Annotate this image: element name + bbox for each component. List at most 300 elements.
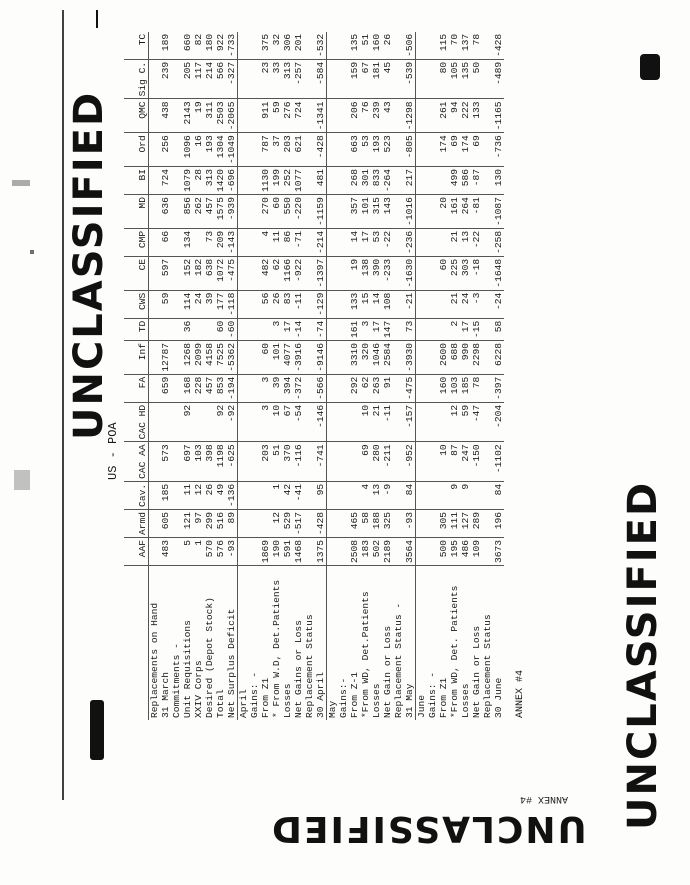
row-label: Net Gain or Loss xyxy=(382,625,393,718)
table-cell: 301 xyxy=(360,167,371,195)
table-cell xyxy=(238,318,250,340)
table-cell: 787 xyxy=(260,133,271,167)
table-cell: 182 xyxy=(193,256,204,290)
table-cell: 636 xyxy=(160,195,171,229)
table-cell: 23 xyxy=(260,59,271,99)
table-row xyxy=(238,32,250,720)
row-label: *From WD, Det.Patients xyxy=(360,591,371,718)
table-cell: 1304 xyxy=(215,133,226,167)
table-cell: -952 xyxy=(404,442,416,482)
table-cell xyxy=(193,228,204,256)
row-label: Replacements on Hand xyxy=(149,602,160,718)
table-cell xyxy=(416,290,428,318)
table-cell: 311 xyxy=(204,99,215,133)
table-cell xyxy=(304,195,315,229)
table-cell xyxy=(438,228,449,256)
table-cell: 5 xyxy=(182,537,193,565)
table-cell: 457 xyxy=(204,195,215,229)
table-cell: 39 xyxy=(271,374,282,402)
table-cell: 24 xyxy=(460,290,471,318)
table-cell xyxy=(304,442,315,482)
table-cell xyxy=(260,481,271,509)
table-cell: 26 xyxy=(382,32,393,60)
table-cell: -922 xyxy=(293,256,304,290)
table-cell xyxy=(482,195,493,229)
table-cell: 10 xyxy=(271,402,282,442)
table-cell xyxy=(304,537,315,565)
table-cell: -428 xyxy=(315,133,327,167)
table-cell: -21 xyxy=(404,290,416,318)
table-cell xyxy=(238,481,250,509)
table-cell: 591 xyxy=(282,537,293,565)
table-cell xyxy=(338,290,349,318)
column-header: TC xyxy=(124,32,149,60)
row-label: From Z-1 xyxy=(349,671,360,718)
table-cell: -258 xyxy=(493,228,504,256)
table-cell: 621 xyxy=(293,133,304,167)
table-cell: 586 xyxy=(460,167,471,195)
table-cell xyxy=(349,402,360,442)
table-cell: 183 xyxy=(360,537,371,565)
table-cell xyxy=(427,195,438,229)
table-cell xyxy=(238,290,250,318)
table-cell: 268 xyxy=(349,167,360,195)
table-cell xyxy=(249,340,260,374)
table-cell: 177 xyxy=(215,290,226,318)
table-cell: 60 xyxy=(215,318,226,340)
table-cell: -74 xyxy=(315,318,327,340)
table-cell xyxy=(249,374,260,402)
table-cell: -428 xyxy=(315,509,327,537)
table-cell xyxy=(238,509,250,537)
table-cell xyxy=(482,133,493,167)
table-cell: -327 xyxy=(226,59,238,99)
row-label: From Z1 xyxy=(438,677,449,718)
table-cell: -22 xyxy=(471,228,482,256)
table-cell: -428 xyxy=(493,32,504,60)
table-cell xyxy=(427,318,438,340)
table-cell xyxy=(171,402,182,442)
row-label: Gains:- xyxy=(338,677,349,718)
table-cell xyxy=(393,442,404,482)
table-cell: -539 xyxy=(404,59,416,99)
row-label: Replacement Status xyxy=(304,614,315,718)
table-cell: 108 xyxy=(382,290,393,318)
table-cell: 206 xyxy=(349,99,360,133)
table-cell xyxy=(304,290,315,318)
table-cell: 2143 xyxy=(182,99,193,133)
table-cell: 201 xyxy=(293,32,304,60)
table-cell: 159 xyxy=(349,59,360,99)
table-cell: 922 xyxy=(215,32,226,60)
table-cell: 833 xyxy=(371,167,382,195)
table-cell xyxy=(393,290,404,318)
table-cell: 78 xyxy=(471,32,482,60)
table-cell: 114 xyxy=(182,290,193,318)
table-cell xyxy=(249,32,260,60)
table-cell xyxy=(416,195,428,229)
table-cell: 86 xyxy=(282,228,293,256)
table-cell: -92 xyxy=(226,402,238,442)
table-cell: 659 xyxy=(160,374,171,402)
table-cell xyxy=(149,99,161,133)
table-cell xyxy=(149,32,161,60)
table-cell xyxy=(393,402,404,442)
row-label: Net Gains or Loss xyxy=(293,620,304,718)
table-cell: -11 xyxy=(382,402,393,442)
table-cell xyxy=(327,99,339,133)
table-row xyxy=(438,32,449,720)
table-cell: 205 xyxy=(182,59,193,99)
table-cell xyxy=(249,256,260,290)
table-cell xyxy=(149,509,161,537)
table-cell: -47 xyxy=(471,402,482,442)
row-label: 30 June xyxy=(493,677,504,718)
row-label: Losses xyxy=(282,683,293,718)
table-cell: 11 xyxy=(182,481,193,509)
table-cell xyxy=(171,133,182,167)
table-cell: -146 xyxy=(315,402,327,442)
table-cell: 3 xyxy=(260,402,271,442)
table-cell xyxy=(393,481,404,509)
table-cell: 9 xyxy=(449,481,460,509)
table-cell: -1630 xyxy=(404,256,416,290)
table-cell: 457 xyxy=(204,374,215,402)
table-row xyxy=(193,32,204,720)
table-cell: -506 xyxy=(404,32,416,60)
table-cell: 11 xyxy=(271,228,282,256)
table-cell xyxy=(304,318,315,340)
table-cell: 292 xyxy=(349,374,360,402)
table-cell: 21 xyxy=(371,402,382,442)
table-cell xyxy=(171,537,182,565)
table-cell: -129 xyxy=(315,290,327,318)
table-cell: -136 xyxy=(226,481,238,509)
table-cell: 121 xyxy=(182,509,193,537)
table-cell xyxy=(304,402,315,442)
table-cell: -157 xyxy=(404,402,416,442)
table-cell: -696 xyxy=(226,167,238,195)
table-cell: 239 xyxy=(371,99,382,133)
table-cell: 39 xyxy=(204,290,215,318)
table-cell xyxy=(238,228,250,256)
table-cell xyxy=(304,133,315,167)
table-cell: -14 xyxy=(293,318,304,340)
table-cell: 84 xyxy=(493,481,504,509)
table-cell: -9 xyxy=(382,481,393,509)
table-cell: 10 xyxy=(438,442,449,482)
table-cell xyxy=(438,318,449,340)
table-cell: 133 xyxy=(349,290,360,318)
table-cell xyxy=(427,256,438,290)
table-cell xyxy=(149,481,161,509)
table-cell xyxy=(416,537,428,565)
table-cell xyxy=(416,99,428,133)
table-cell: 67 xyxy=(360,59,371,99)
row-label: April xyxy=(238,566,250,721)
table-cell: 92 xyxy=(182,402,193,442)
row-label: May xyxy=(327,566,339,721)
table-cell: 103 xyxy=(449,374,460,402)
table-cell: 97 xyxy=(193,509,204,537)
table-cell xyxy=(238,256,250,290)
table-cell: -24 xyxy=(493,290,504,318)
table-cell: 43 xyxy=(382,99,393,133)
table-cell: -18 xyxy=(471,256,482,290)
table-cell: 1420 xyxy=(215,167,226,195)
table-cell: 7525 xyxy=(215,340,226,374)
table-cell xyxy=(482,402,493,442)
table-cell xyxy=(416,318,428,340)
table-cell: 161 xyxy=(449,195,460,229)
scan-noise xyxy=(14,470,30,490)
table-cell xyxy=(249,318,260,340)
table-cell: 101 xyxy=(271,340,282,374)
table-cell xyxy=(149,340,161,374)
table-cell: 209 xyxy=(215,228,226,256)
table-cell: -1397 xyxy=(315,256,327,290)
table-row xyxy=(460,32,471,720)
table-cell xyxy=(482,374,493,402)
table-cell: 660 xyxy=(182,32,193,60)
table-cell: 51 xyxy=(360,32,371,60)
table-cell: 256 xyxy=(160,133,171,167)
table-cell: 185 xyxy=(160,481,171,509)
row-label: Gains: - xyxy=(249,671,260,718)
rotated-table-container xyxy=(100,33,535,720)
table-cell: -220 xyxy=(293,195,304,229)
table-cell xyxy=(304,167,315,195)
column-header: CMP xyxy=(124,228,149,256)
table-cell xyxy=(416,59,428,99)
table-cell xyxy=(260,509,271,537)
table-cell xyxy=(482,442,493,482)
table-cell xyxy=(338,481,349,509)
label-column-header xyxy=(124,566,149,721)
table-cell: 91 xyxy=(382,374,393,402)
table-cell xyxy=(249,228,260,256)
table-cell: 17 xyxy=(460,318,471,340)
table-cell: 58 xyxy=(360,509,371,537)
table-cell: -118 xyxy=(226,290,238,318)
table-cell: 196 xyxy=(493,509,504,537)
table-cell: -3930 xyxy=(404,340,416,374)
table-cell xyxy=(249,133,260,167)
table-cell xyxy=(304,99,315,133)
table-cell: 69 xyxy=(471,133,482,167)
table-cell: 19 xyxy=(193,99,204,133)
table-cell: 133 xyxy=(471,99,482,133)
table-cell: 217 xyxy=(404,167,416,195)
column-header: BI xyxy=(124,167,149,195)
table-cell: 303 xyxy=(460,256,471,290)
table-cell xyxy=(416,340,428,374)
table-cell: -584 xyxy=(315,59,327,99)
table-cell: 320 xyxy=(360,340,371,374)
table-cell xyxy=(393,167,404,195)
table-cell xyxy=(416,402,428,442)
table-row xyxy=(338,32,349,720)
table-cell: 4 xyxy=(260,228,271,256)
table-cell: 17 xyxy=(360,228,371,256)
table-cell: 225 xyxy=(449,256,460,290)
row-label: Losses xyxy=(460,683,471,718)
column-header: MD xyxy=(124,195,149,229)
table-cell: 270 xyxy=(260,195,271,229)
table-cell xyxy=(416,256,428,290)
table-row xyxy=(293,32,304,720)
table-cell xyxy=(416,481,428,509)
table-cell xyxy=(482,167,493,195)
table-cell xyxy=(249,442,260,482)
table-row xyxy=(449,32,460,720)
table-row xyxy=(315,32,327,720)
table-cell: 264 xyxy=(460,195,471,229)
table-cell: 147 xyxy=(382,318,393,340)
table-cell: 315 xyxy=(371,195,382,229)
table-cell: 84 xyxy=(404,481,416,509)
table-cell: 481 xyxy=(315,167,327,195)
table-cell: -9146 xyxy=(315,340,327,374)
table-cell: 990 xyxy=(460,340,471,374)
table-cell xyxy=(249,402,260,442)
row-label: Losses xyxy=(371,683,382,718)
table-cell xyxy=(427,59,438,99)
table-cell xyxy=(327,32,339,60)
table-cell: 1869 xyxy=(260,537,271,565)
table-cell xyxy=(171,340,182,374)
table-cell: 3310 xyxy=(349,340,360,374)
table-cell: -2065 xyxy=(226,99,238,133)
table-row xyxy=(493,32,504,720)
table-cell: 4077 xyxy=(282,340,293,374)
table-cell: 573 xyxy=(160,442,171,482)
table-cell xyxy=(416,32,428,60)
table-cell: 193 xyxy=(204,133,215,167)
table-cell xyxy=(338,340,349,374)
column-header: CAC HD xyxy=(124,402,149,442)
table-cell: 2298 xyxy=(471,340,482,374)
table-cell xyxy=(171,99,182,133)
table-row xyxy=(416,32,428,720)
table-cell: 276 xyxy=(282,99,293,133)
table-row xyxy=(226,32,238,720)
table-cell: 3 xyxy=(260,374,271,402)
table-cell: 26 xyxy=(204,481,215,509)
table-cell: 59 xyxy=(160,290,171,318)
table-cell: 2584 xyxy=(382,340,393,374)
annex-label-bottom: ANNEX #4 xyxy=(520,793,569,804)
table-cell: 576 xyxy=(215,537,226,565)
table-row xyxy=(215,32,226,720)
table-cell: -1165 xyxy=(493,99,504,133)
table-cell: 87 xyxy=(449,442,460,482)
table-cell xyxy=(238,402,250,442)
row-label: Net Surplus Deficit xyxy=(226,608,237,718)
table-cell: 45 xyxy=(382,59,393,99)
table-cell: 60 xyxy=(271,195,282,229)
table-cell xyxy=(327,290,339,318)
table-cell: 390 xyxy=(371,256,382,290)
table-cell: 13 xyxy=(371,481,382,509)
table-cell xyxy=(338,99,349,133)
table-cell: 50 xyxy=(471,59,482,99)
table-cell: 482 xyxy=(260,256,271,290)
table-cell: 2600 xyxy=(438,340,449,374)
table-cell xyxy=(438,290,449,318)
table-row xyxy=(282,32,293,720)
unclassified-stamp: UNCLASSIFIED xyxy=(66,90,112,440)
table-cell: 134 xyxy=(182,228,193,256)
table-cell: 263 xyxy=(371,374,382,402)
table-cell: 193 xyxy=(371,133,382,167)
table-cell: 21 xyxy=(449,228,460,256)
table-cell xyxy=(327,537,339,565)
table-cell xyxy=(327,195,339,229)
table-cell: -939 xyxy=(226,195,238,229)
table-cell: 189 xyxy=(160,32,171,60)
table-cell: 262 xyxy=(193,195,204,229)
table-cell xyxy=(149,195,161,229)
table-cell xyxy=(327,402,339,442)
table-cell xyxy=(171,442,182,482)
table-cell: -625 xyxy=(226,442,238,482)
table-cell: 101 xyxy=(360,195,371,229)
table-cell: 138 xyxy=(360,256,371,290)
table-cell: -93 xyxy=(404,509,416,537)
table-cell xyxy=(393,59,404,99)
table-cell: 486 xyxy=(460,537,471,565)
table-cell: 911 xyxy=(260,99,271,133)
table-cell: -1648 xyxy=(493,256,504,290)
table-cell xyxy=(393,195,404,229)
table-row xyxy=(404,32,416,720)
table-cell: 73 xyxy=(404,318,416,340)
table-cell xyxy=(171,509,182,537)
table-cell xyxy=(171,32,182,60)
table-cell: 53 xyxy=(360,133,371,167)
table-cell xyxy=(338,402,349,442)
table-cell xyxy=(171,374,182,402)
table-cell xyxy=(327,318,339,340)
table-cell: 111 xyxy=(449,509,460,537)
table-cell xyxy=(416,228,428,256)
row-label: 30 April xyxy=(315,671,326,718)
table-cell xyxy=(471,481,482,509)
table-cell xyxy=(427,133,438,167)
table-cell: 36 xyxy=(182,318,193,340)
table-cell: 856 xyxy=(182,195,193,229)
table-cell: -257 xyxy=(293,59,304,99)
table-cell: 161 xyxy=(349,318,360,340)
table-cell: 357 xyxy=(349,195,360,229)
table-cell xyxy=(416,442,428,482)
row-label: Desired (Depot Stock) xyxy=(204,597,215,718)
table-cell: 1 xyxy=(193,537,204,565)
row-label: *From WD, Det. Patients xyxy=(449,585,460,718)
table-cell: 56 xyxy=(260,290,271,318)
table-cell: 3673 xyxy=(493,537,504,565)
table-cell: 60 xyxy=(438,256,449,290)
table-cell: 181 xyxy=(371,59,382,99)
table-cell xyxy=(427,509,438,537)
annex-label: ANNEX #4 xyxy=(515,669,526,718)
table-cell: 1046 xyxy=(371,340,382,374)
row-label: Unit Requisitions xyxy=(182,620,193,718)
table-cell: 523 xyxy=(382,133,393,167)
table-cell: 313 xyxy=(282,59,293,99)
row-label: Commitments - xyxy=(171,643,182,718)
